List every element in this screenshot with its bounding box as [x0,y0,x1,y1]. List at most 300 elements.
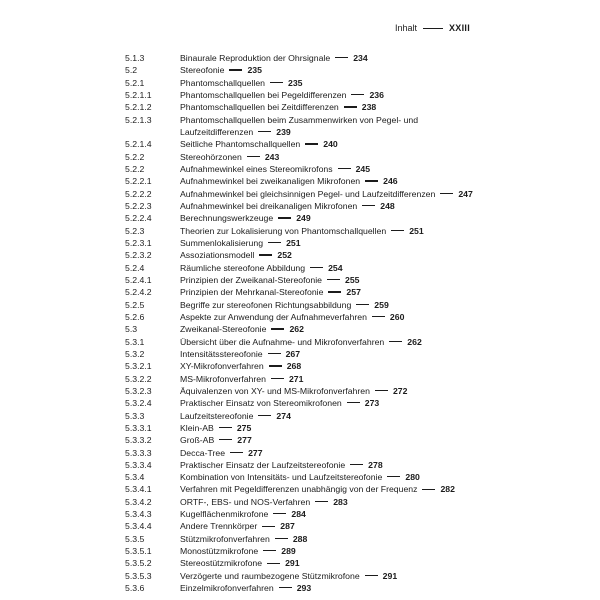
leader-dash [375,390,388,391]
toc-entry [125,286,580,298]
leader-dash [259,254,272,255]
toc-entry-title: Kugelflächenmikrofone [180,509,269,520]
toc-entry-line [180,52,580,64]
toc-entry [125,323,580,335]
toc-entry-titles [180,114,580,139]
toc-entry-titles [180,225,580,237]
leader-dash [351,94,364,95]
toc-entry-page: 235 [288,77,303,88]
toc-entry-number: 5.2.1.4 [125,139,152,150]
toc-entry [125,101,580,113]
toc-entry-title: Praktischer Einsatz der Laufzeitstereofonie [180,459,346,470]
toc-entry [125,225,580,237]
toc-entry-page: 291 [382,570,398,581]
toc-entry-number: 5.2.4.1 [125,274,152,285]
toc-entry-titles [180,200,580,212]
page-header [0,23,470,34]
toc-entry-page: 284 [291,509,306,520]
toc-entry-title: Aufnahmewinkel bei dreikanaligen Mikrofonen [180,200,358,211]
toc-entry-titles [180,348,580,360]
toc-entry-page: 288 [292,533,308,544]
leader-dash [269,365,282,366]
toc-entry-number: 5.2.2.4 [125,213,152,224]
toc-entry-titles [180,447,580,459]
toc-entry [125,570,580,582]
toc-entry-page: 243 [264,151,280,162]
leader-dash [362,205,375,206]
toc-entry-line [180,200,580,212]
toc-entry-title: Intensitätsstereofonie [180,348,263,359]
toc-entry-line [180,447,580,459]
toc-entry-page: 252 [277,250,292,261]
header-title: Inhalt [394,23,417,33]
toc-entry-titles [180,212,580,224]
toc-entry-title-continued: Laufzeitdifferenzen [180,126,254,137]
toc-entry-titles [180,434,580,446]
toc-entry-number: 5.2.2.1 [125,176,152,187]
toc-entry-titles [180,175,580,187]
toc-entry [125,422,580,434]
toc-entry-titles [180,163,580,175]
leader-dash [389,341,402,342]
header-dash-rule [423,28,443,29]
toc-entry-title: Begriffe zur stereofonen Richtungsabbildung [180,299,352,310]
toc-entry-line [180,64,580,76]
toc-entry-page: 257 [346,287,361,298]
toc-entry [125,175,580,187]
toc-entry-line [180,101,580,113]
toc-entry-number: 5.3.2.2 [125,373,152,384]
toc-entry-line [180,138,580,150]
leader-dash [247,156,260,157]
toc-entry-title: Aufnahmewinkel bei gleichsinnigen Pegel- und Laufzeitdifferenzen [180,188,436,199]
toc-entry-number: 5.3.6 [125,583,145,594]
toc-entry-line [180,373,580,385]
toc-entry-titles [180,520,580,532]
toc-entry [125,545,580,557]
toc-entry [125,533,580,545]
toc-entry-number: 5.2.2 [125,163,145,174]
toc-entry-titles [180,64,580,76]
toc-entry-title: Stereofonie [180,65,225,76]
toc-entry [125,311,580,323]
toc-entry [125,77,580,89]
leader-dash [327,279,340,280]
toc-entry-titles [180,249,580,261]
toc-entry-titles [180,397,580,409]
leader-dash [347,402,360,403]
toc-entry-number: 5.2 [125,65,138,76]
toc-entry-page: 287 [280,521,295,532]
toc-entry-titles [180,262,580,274]
toc-entry-line [180,225,580,237]
leader-dash [278,217,291,218]
toc-entry-number: 5.3.2 [125,348,145,359]
leader-dash [219,427,232,428]
toc-entry-line [180,77,580,89]
toc-entry-page: 260 [389,311,405,322]
toc-entry-title: MS-Mikrofonverfahren [180,373,266,384]
leader-dash [229,69,242,70]
toc-entry-title: Klein-AB [180,422,214,433]
leader-dash [315,501,328,502]
toc-entry-titles [180,545,580,557]
toc-entry-line [180,262,580,274]
leader-dash [335,57,348,58]
toc-entry-titles [180,471,580,483]
toc-entry-page: 251 [286,237,301,248]
toc-entry-line [180,385,580,397]
toc-entry-number: 5.2.2.3 [125,200,152,211]
toc-entry-title: Einzelmikrofonverfahren [180,583,274,594]
toc-entry-titles [180,299,580,311]
toc-entry-line [180,237,580,249]
toc-entry [125,52,580,64]
toc-entry [125,471,580,483]
toc-entry-titles [180,570,580,582]
toc-entry-number: 5.3.5.3 [125,570,152,581]
toc-entry [125,163,580,175]
toc-entry-page: 277 [248,447,263,458]
toc-entry-line [180,323,580,335]
toc-entry [125,64,580,76]
leader-dash [275,538,288,539]
toc-entry [125,397,580,409]
toc-entry-titles [180,151,580,163]
toc-entry-page: 245 [355,163,371,174]
toc-entry [125,459,580,471]
toc-entry-line [180,434,580,446]
toc-entry-number: 5.3.3.1 [125,422,152,433]
toc-entry-number: 5.3.5.2 [125,558,152,569]
toc-entry-number: 5.2.2.2 [125,188,152,199]
toc-entry-title: XY-Mikrofonverfahren [180,361,264,372]
toc-entry-title: Räumliche stereofone Abbildung [180,262,306,273]
toc-entry [125,360,580,372]
toc-entry-title: Andere Trennkörper [180,521,258,532]
toc-entry [125,410,580,422]
toc-entry-line [180,360,580,372]
toc-entry-titles [180,77,580,89]
toc-entry-number: 5.2.4.2 [125,287,152,298]
toc-entry-title: Praktischer Einsatz von Stereomikrofonen [180,398,342,409]
toc-entry-titles [180,557,580,569]
toc-entry-number: 5.2.3 [125,225,145,236]
toc-entry-line [180,545,580,557]
toc-entry-title: Zweikanal-Stereofonie [180,324,267,335]
toc-entry-number: 5.3.3.3 [125,447,152,458]
toc-entry-title: Aufnahmewinkel bei zweikanaligen Mikrofonen [180,176,361,187]
toc-entry-line [180,348,580,360]
toc-entry [125,336,580,348]
toc-entry-page: 272 [392,385,408,396]
toc-entry [125,447,580,459]
toc-entry [125,89,580,101]
toc-entry [125,299,580,311]
toc-entry-page: 268 [286,361,302,372]
toc-entry [125,508,580,520]
toc-entry-number: 5.3.1 [125,336,145,347]
toc-entry-titles [180,385,580,397]
toc-entry-title: Prinzipien der Mehrkanal-Stereofonie [180,287,324,298]
toc-entry-line [180,175,580,187]
leader-dash [391,230,404,231]
toc-entry-number: 5.3.5.1 [125,546,152,557]
toc-entry [125,348,580,360]
toc-entry-line [180,151,580,163]
toc-entry-number: 5.2.1.2 [125,102,152,113]
toc-entry-page: 249 [296,213,311,224]
toc-entry-titles [180,286,580,298]
toc-entry-title: Übersicht über die Aufnahme- und Mikrofonverfahren [180,336,385,347]
toc-entry-title: Stützmikrofonverfahren [180,533,270,544]
toc-entry-title: Prinzipien der Zweikanal-Stereofonie [180,274,322,285]
toc-entry [125,557,580,569]
toc-entry-line [180,114,580,126]
toc-entry-page: 271 [288,373,304,384]
leader-dash [271,378,284,379]
toc-entry-page: 259 [374,299,389,310]
toc-entry-number: 5.3.4.3 [125,509,152,520]
toc-entry-line [180,274,580,286]
leader-dash [387,476,400,477]
toc-entry-line [180,570,580,582]
toc-entry-number: 5.2.5 [125,299,145,310]
leader-dash [273,513,286,514]
toc-entry-page: 282 [440,484,455,495]
toc-entry-line [180,483,580,495]
toc-entry-page: 254 [328,262,343,273]
toc-entry-titles [180,582,580,594]
leader-dash [350,464,363,465]
toc-entry-titles [180,410,580,422]
leader-dash [263,550,276,551]
toc-entry-number: 5.2.6 [125,311,145,322]
toc-entry-titles [180,373,580,385]
leader-dash [258,131,271,132]
toc-entry-number: 5.2.3.1 [125,237,152,248]
leader-dash [270,82,283,83]
leader-dash [268,242,281,243]
toc-entry-line [180,249,580,261]
toc-entry-titles [180,323,580,335]
toc-entry [125,434,580,446]
toc-entry-title: Phantomschallquellen bei Zeitdifferenzen [180,102,339,113]
toc-entry-number: 5.3.4.1 [125,484,152,495]
toc-entry-line [180,582,580,594]
toc-entry-title: Berechnungswerkzeuge [180,213,274,224]
toc-entry-title: Groß-AB [180,435,215,446]
toc-entry-page: 289 [281,546,296,557]
toc-entry-page: 275 [236,422,252,433]
toc-entry-title: Monostützmikrofone [180,546,259,557]
toc-entry-line [180,422,580,434]
toc-entry-page: 283 [333,496,348,507]
toc-list [125,52,580,594]
leader-dash [268,353,281,354]
toc-entry [125,373,580,385]
toc-entry-title: Phantomschallquellen beim Zusammenwirken von Pegel- und [180,114,419,125]
toc-entry-page: 274 [276,410,291,421]
toc-entry-number: 5.3.3 [125,410,145,421]
toc-entry-number: 5.2.3.2 [125,250,152,261]
toc-entry-title: Theorien zur Lokalisierung von Phantomschallquellen [180,225,387,236]
leader-dash [305,143,318,144]
toc-entry-number: 5.1.3 [125,53,145,63]
toc-entry-number: 5.2.1.3 [125,114,152,125]
toc-entry-number: 5.3.4.4 [125,521,152,532]
toc-entry-page: 262 [289,324,304,335]
toc-entry-page: 277 [237,435,252,446]
toc-entry-titles [180,336,580,348]
toc-entry-line [180,533,580,545]
toc-entry-number: 5.2.1 [125,77,145,88]
toc-entry-titles [180,101,580,113]
toc-entry-page: 267 [285,348,301,359]
leader-dash [267,563,280,564]
header-page-number: XXIII [448,23,470,33]
toc-entry-line [180,311,580,323]
toc-entry-title: Äquivalenzen von XY- und MS-Mikrofonverfahren [180,385,370,396]
leader-dash [440,193,453,194]
leader-dash [279,587,292,588]
toc-entry [125,582,580,594]
toc-entry-titles [180,496,580,508]
toc-entry-titles [180,52,580,64]
leader-dash [372,316,385,317]
toc-entry-page: 280 [405,472,420,483]
toc-entry-page: 236 [369,89,384,100]
toc-entry-page: 293 [296,583,312,594]
toc-entry-title: Stereohörzonen [180,151,242,162]
toc-entry-titles [180,360,580,372]
toc-entry-title: Aufnahmewinkel eines Stereomikrofons [180,163,333,174]
toc-entry-title: Seitliche Phantomschallquellen [180,139,301,150]
toc-entry-title: Phantomschallquellen [180,77,266,88]
toc-entry-titles [180,508,580,520]
toc-entry-number: 5.2.1.1 [125,89,152,100]
toc-entry-line [180,471,580,483]
leader-dash [271,328,284,329]
toc-entry-line [180,557,580,569]
toc-entry-line [180,286,580,298]
toc-entry-title: Laufzeitstereofonie [180,410,254,421]
toc-entry-line-continued [180,126,580,138]
toc-entry-line [180,508,580,520]
toc-entry-page: 235 [247,65,262,76]
toc-entry-number: 5.3 [125,324,138,335]
toc-entry-title: Summenlokalisierung [180,237,264,248]
toc-entry [125,114,580,139]
toc-entry [125,237,580,249]
toc-entry [125,520,580,532]
toc-entry-page: 291 [285,558,300,569]
leader-dash [422,489,435,490]
toc-entry-page: 247 [458,188,473,199]
toc-entry [125,212,580,224]
toc-entry [125,262,580,274]
toc-entry [125,188,580,200]
leader-dash [344,106,357,107]
toc-entry-titles [180,274,580,286]
toc-entry-line [180,410,580,422]
toc-entry [125,200,580,212]
toc-entry-page: 234 [353,53,368,63]
leader-dash [219,439,232,440]
toc-entry-page: 255 [344,274,360,285]
toc-entry-page: 248 [380,200,395,211]
toc-entry-titles [180,311,580,323]
toc-entry-line [180,336,580,348]
toc-entry-title: ORTF-, EBS- und NOS-Verfahren [180,496,311,507]
toc-entry-number: 5.3.3.2 [125,435,152,446]
toc-entry-number: 5.3.5 [125,533,145,544]
toc-entry-title: Binaurale Reproduktion der Ohrsignale [180,53,331,63]
leader-dash [338,168,351,169]
toc-entry-title: Assoziationsmodell [180,250,255,261]
toc-entry-line [180,212,580,224]
toc-entry-page: 273 [364,398,380,409]
toc-entry-number: 5.3.4.2 [125,496,152,507]
toc-entry-number: 5.3.2.3 [125,385,152,396]
toc-entry [125,496,580,508]
toc-entry-line [180,188,580,200]
leader-dash [328,291,341,292]
toc-entry-title: Decca-Tree [180,447,226,458]
toc-entry-titles [180,237,580,249]
leader-dash [365,575,378,576]
leader-dash [310,267,323,268]
toc-entry-title: Verfahren mit Pegeldifferenzen unabhängig von der Frequenz [180,484,418,495]
toc-entry-line [180,397,580,409]
toc-entry-line [180,459,580,471]
toc-entry-title: Phantomschallquellen bei Pegeldifferenzen [180,89,347,100]
toc-entry-titles [180,459,580,471]
toc-entry-page: 246 [383,176,398,187]
toc-entry [125,151,580,163]
leader-dash [365,180,378,181]
toc-entry-titles [180,138,580,150]
toc-entry [125,483,580,495]
toc-entry [125,274,580,286]
toc-entry-page: 278 [368,459,383,470]
toc-entry-page: 240 [323,139,338,150]
toc-entry [125,385,580,397]
toc-entry-titles [180,483,580,495]
toc-entry-number: 5.2.2 [125,151,145,162]
toc-entry-titles [180,89,580,101]
toc-entry [125,138,580,150]
toc-entry-number: 5.3.3.4 [125,459,152,470]
leader-dash [262,526,275,527]
toc-entry-line [180,299,580,311]
toc-entry-number: 5.3.2.1 [125,361,152,372]
toc-entry-number: 5.3.2.4 [125,398,152,409]
toc-entry-number: 5.2.4 [125,262,145,273]
toc-entry-line [180,496,580,508]
toc-entry-page: 251 [409,225,424,236]
toc-entry-title: Aspekte zur Anwendung der Aufnahmeverfahren [180,311,367,322]
toc-entry-title: Verzögerte und raumbezogene Stützmikrofone [180,570,360,581]
toc-entry-titles [180,422,580,434]
leader-dash [258,415,271,416]
toc-entry-line [180,520,580,532]
toc-entry-page: 238 [361,102,377,113]
leader-dash [230,452,243,453]
toc-entry-title: Stereostützmikrofone [180,558,263,569]
toc-entry-titles [180,188,580,200]
toc-entry-line [180,163,580,175]
